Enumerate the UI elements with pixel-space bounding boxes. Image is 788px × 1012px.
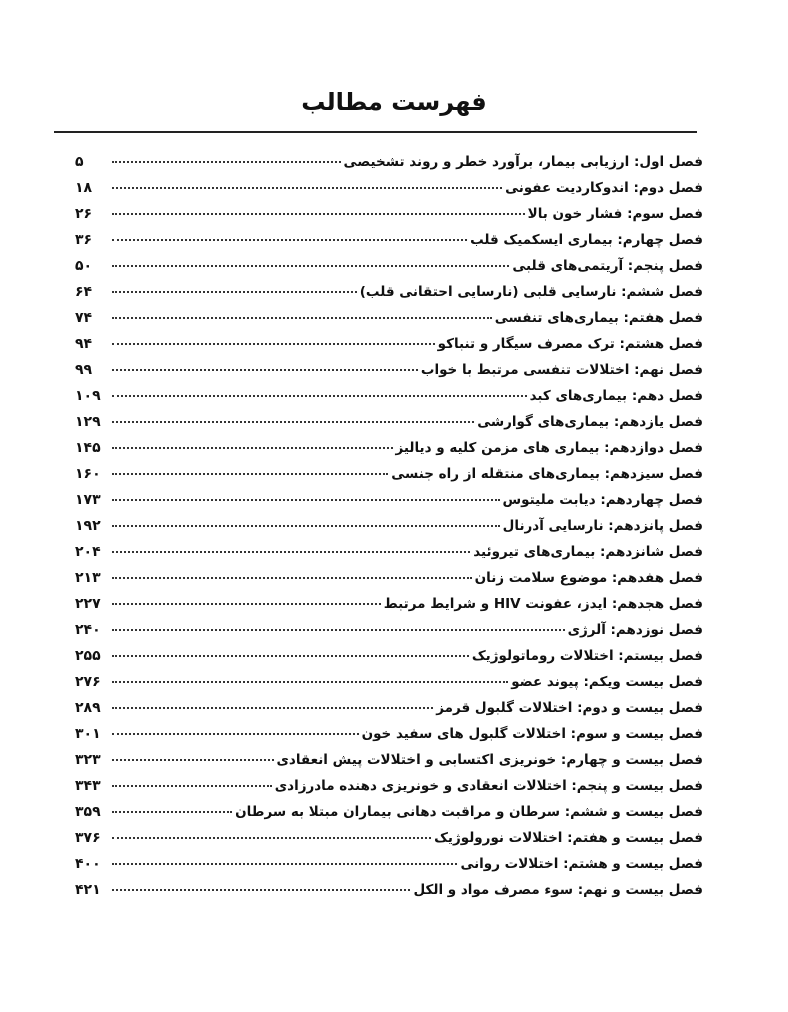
toc-entry[interactable] (75, 492, 703, 518)
toc-entry[interactable] (75, 856, 703, 882)
dot-leader (112, 265, 509, 267)
toc-entry-title: فصل هفتم: بیماری‌های تنفسی (494, 310, 703, 326)
toc-entry-page: ۲۶ (75, 206, 93, 222)
toc-entry[interactable] (75, 336, 703, 362)
dot-leader (112, 421, 474, 423)
toc-entry[interactable] (75, 232, 703, 258)
title-divider (54, 131, 697, 133)
dot-leader (112, 317, 492, 319)
dot-leader (112, 369, 418, 371)
toc-entry-title: فصل بیست و هفتم: اختلالات نورولوژیک (434, 830, 703, 846)
toc-entry[interactable] (75, 804, 703, 830)
toc-entry-title: فصل دهم: بیماری‌های کبد (529, 388, 703, 404)
dot-leader (112, 343, 435, 345)
toc-entry[interactable] (75, 596, 703, 622)
dot-leader (112, 239, 467, 241)
toc-entry[interactable] (75, 518, 703, 544)
toc-entry[interactable] (75, 674, 703, 700)
toc-entry-title: فصل نهم: اختلالات تنفسی مرتبط با خواب (420, 362, 703, 378)
toc-entry-page: ۲۰۴ (75, 544, 101, 560)
toc-entry[interactable] (75, 414, 703, 440)
toc-entry-page: ۷۴ (75, 310, 93, 326)
toc-entry[interactable] (75, 284, 703, 310)
toc-entry-page: ۱۸ (75, 180, 93, 196)
toc-entry[interactable] (75, 622, 703, 648)
dot-leader (112, 577, 472, 579)
dot-leader (112, 395, 527, 397)
toc-entry-page: ۶۴ (75, 284, 93, 300)
toc-entry-page: ۲۴۰ (75, 622, 101, 638)
toc-entry-page: ۳۵۹ (75, 804, 101, 820)
toc-entry[interactable] (75, 700, 703, 726)
toc-entry-title: فصل پنجم: آریتمی‌های قلبی (512, 258, 703, 274)
toc-entry-title: فصل سوم: فشار خون بالا (527, 206, 703, 222)
toc-entry[interactable] (75, 206, 703, 232)
toc-entry-page: ۲۸۹ (75, 700, 101, 716)
toc-entry-title: فصل بیست و دوم: اختلالات گلبول قرمز (436, 700, 703, 716)
toc-entry-title: فصل بیست و سوم: اختلالات گلبول های سفید خون (361, 726, 703, 742)
toc-entry[interactable] (75, 882, 703, 908)
toc-entry[interactable] (75, 544, 703, 570)
toc-entry[interactable] (75, 648, 703, 674)
toc-entry[interactable] (75, 570, 703, 596)
toc-entry-page: ۱۶۰ (75, 466, 101, 482)
dot-leader (112, 551, 470, 553)
toc-entry-page: ۱۹۲ (75, 518, 101, 534)
dot-leader (112, 473, 388, 475)
toc-entry-page: ۱۰۹ (75, 388, 101, 404)
toc-entry-page: ۹۹ (75, 362, 93, 378)
toc-entry-title: فصل پانزدهم: نارسایی آدرنال (502, 518, 703, 534)
toc-entry-page: ۳۰۱ (75, 726, 101, 742)
dot-leader (112, 681, 508, 683)
toc-entry-page: ۹۴ (75, 336, 93, 352)
toc-entry[interactable] (75, 258, 703, 284)
toc-entry-title: فصل بیست و چهارم: خونریزی اکتسابی و اختلالات پیش انعقادی (276, 752, 703, 768)
dot-leader (112, 629, 565, 631)
dot-leader (112, 759, 274, 761)
toc-entry-page: ۳۴۳ (75, 778, 101, 794)
toc-entry-page: ۵ (75, 154, 84, 170)
toc-entry[interactable] (75, 778, 703, 804)
toc-entry-title: فصل هفدهم: موضوع سلامت زنان (474, 570, 703, 586)
toc-entry-page: ۳۶ (75, 232, 93, 248)
toc-entry-page: ۵۰ (75, 258, 93, 274)
toc-entry-page: ۲۲۷ (75, 596, 101, 612)
dot-leader (112, 525, 500, 527)
page-title: فهرست مطالب (301, 88, 487, 116)
toc-entry[interactable] (75, 726, 703, 752)
dot-leader (112, 603, 381, 605)
toc-entry[interactable] (75, 154, 703, 180)
toc-entry-title: فصل چهاردهم: دیابت ملیتوس (502, 492, 703, 508)
dot-leader (112, 499, 500, 501)
toc-entry-page: ۱۲۹ (75, 414, 101, 430)
toc-entry-title: فصل سیزدهم: بیماری‌های منتقله از راه جنسی (391, 466, 703, 482)
toc-entry-page: ۳۷۶ (75, 830, 101, 846)
table-of-contents (75, 154, 703, 908)
toc-entry[interactable] (75, 466, 703, 492)
toc-entry-title: فصل دوازدهم: بیماری های مزمن کلیه و دیالیز (395, 440, 703, 456)
toc-entry-page: ۱۷۳ (75, 492, 101, 508)
toc-entry[interactable] (75, 362, 703, 388)
toc-entry-title: فصل بیست ویکم: پیوند عضو (511, 674, 703, 690)
dot-leader (112, 811, 232, 813)
dot-leader (112, 161, 341, 163)
dot-leader (112, 863, 457, 865)
toc-entry-title: فصل بیستم: اختلالات روماتولوژیک (471, 648, 703, 664)
toc-entry-title: فصل نوزدهم: آلرژی (567, 622, 703, 638)
dot-leader (112, 187, 502, 189)
dot-leader (112, 447, 393, 449)
dot-leader (112, 291, 357, 293)
toc-entry-title: فصل ششم: نارسایی قلبی (نارسایی احتقانی قلب) (359, 284, 703, 300)
dot-leader (112, 837, 431, 839)
toc-entry-title: فصل شانزدهم: بیماری‌های تیروئید (473, 544, 703, 560)
toc-entry-page: ۳۲۳ (75, 752, 101, 768)
toc-entry-title: فصل بیست و هشتم: اختلالات روانی (460, 856, 703, 872)
toc-entry[interactable] (75, 310, 703, 336)
dot-leader (112, 655, 469, 657)
toc-entry[interactable] (75, 440, 703, 466)
toc-entry[interactable] (75, 752, 703, 778)
toc-entry-title: فصل چهارم: بیماری ایسکمیک قلب (470, 232, 703, 248)
toc-entry-title: فصل هجدهم: ایدز، عفونت HIV و شرایط مرتبط (383, 596, 703, 612)
dot-leader (112, 889, 410, 891)
dot-leader (112, 707, 433, 709)
toc-entry[interactable] (75, 180, 703, 206)
toc-entry-title: فصل دوم: اندوکاردیت عفونی (505, 180, 703, 196)
dot-leader (112, 733, 359, 735)
dot-leader (112, 785, 272, 787)
toc-entry-page: ۲۵۵ (75, 648, 101, 664)
toc-entry-title: فصل اول: ارزیابی بیمار، برآورد خطر و روند تشخیصی (343, 154, 703, 170)
toc-entry-page: ۱۴۵ (75, 440, 101, 456)
toc-entry-page: ۲۷۶ (75, 674, 101, 690)
toc-entry-title: فصل هشتم: ترک مصرف سیگار و تنباکو (437, 336, 703, 352)
toc-entry-page: ۲۱۳ (75, 570, 101, 586)
toc-entry-title: فصل یازدهم: بیماری‌های گوارشی (477, 414, 703, 430)
toc-entry[interactable] (75, 388, 703, 414)
dot-leader (112, 213, 525, 215)
toc-entry-page: ۴۲۱ (75, 882, 101, 898)
toc-entry[interactable] (75, 830, 703, 856)
toc-entry-title: فصل بیست و پنجم: اختلالات انعقادی و خونریزی دهنده مادرزادی (274, 778, 703, 794)
toc-entry-page: ۴۰۰ (75, 856, 101, 872)
toc-entry-title: فصل بیست و ششم: سرطان و مراقبت دهانی بیماران مبتلا به سرطان (235, 804, 703, 820)
toc-entry-title: فصل بیست و نهم: سوء مصرف مواد و الکل (413, 882, 703, 898)
